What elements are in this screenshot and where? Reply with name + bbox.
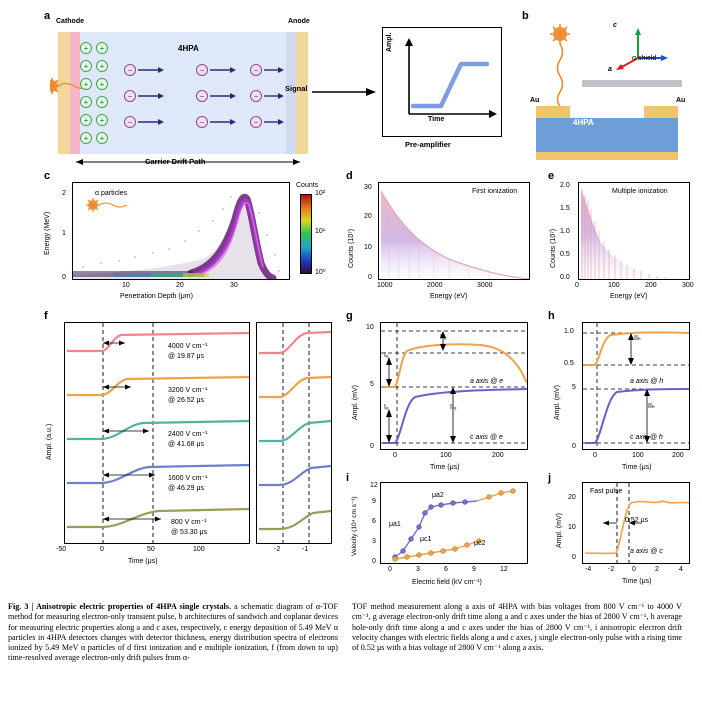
panel-j-xtick-0: -4 xyxy=(585,566,592,573)
panel-f-trace-0-time: @ 19.87 μs xyxy=(168,353,205,360)
panel-j-rise-label: 0.52 μs xyxy=(625,517,649,524)
label-alpha-shield: α shield xyxy=(632,55,657,62)
panel-g-xtick-0: 0 xyxy=(393,452,397,459)
panel-b-schematic xyxy=(526,14,696,174)
preamp-ylabel: Ampl. xyxy=(386,32,393,52)
panel-g-ylabel: Ampl. (mV) xyxy=(352,385,359,420)
panel-d-plot xyxy=(378,182,530,280)
panel-f-trace-4-field: 800 V cm⁻¹ xyxy=(171,519,207,526)
panel-letter-i: i xyxy=(346,472,350,484)
svg-text:+: + xyxy=(83,80,89,89)
panel-f-trace-2-field: 2400 V cm⁻¹ xyxy=(168,431,208,438)
panel-f-zoom-plot xyxy=(256,322,332,544)
panel-i-ytick-2: 6 xyxy=(372,518,376,525)
label-anode: Anode xyxy=(288,18,310,25)
panel-g-annot-bottom: c axis @ e xyxy=(470,434,503,441)
panel-i-xlabel: Electric field (kV cm⁻¹) xyxy=(412,579,482,586)
panel-f-xtick-2: 50 xyxy=(147,546,155,553)
panel-g-mark-0: Iₑ xyxy=(384,352,389,359)
panel-c-title: α particles xyxy=(95,190,128,197)
panel-j-ytick-2: 20 xyxy=(568,494,576,501)
svg-text:+: + xyxy=(83,134,89,143)
svg-text:+: + xyxy=(83,116,89,125)
panel-j-annot: a axis @ c xyxy=(630,548,663,555)
panel-e-ytick-0: 0.0 xyxy=(560,274,570,281)
panel-i-xtick-4: 12 xyxy=(500,566,508,573)
label-cathode: Cathode xyxy=(56,18,84,25)
svg-text:−: − xyxy=(199,66,205,75)
panel-d-xtick-0: 1000 xyxy=(377,282,393,289)
svg-text:+: + xyxy=(99,116,105,125)
panel-f-trace-4-time: @ 53.30 μs xyxy=(171,529,208,536)
panel-g-ytick-0: 0 xyxy=(370,443,374,450)
panel-letter-d: d xyxy=(346,170,353,182)
panel-f-trace-1-field: 3200 V cm⁻¹ xyxy=(168,387,208,394)
panel-c-xtick-2: 30 xyxy=(230,282,238,289)
panel-d-ytick-2: 20 xyxy=(364,213,372,220)
panel-i-ytick-4: 12 xyxy=(370,482,378,489)
panel-e-xtick-0: 0 xyxy=(575,282,579,289)
panel-i-xtick-3: 9 xyxy=(472,566,476,573)
panel-c-cbar-tick-2: 10² xyxy=(315,190,326,197)
panel-h-xtick-1: 100 xyxy=(632,452,644,459)
panel-e-ytick-3: 1.5 xyxy=(560,205,570,212)
panel-h-annot-top: a axis @ h xyxy=(630,378,664,385)
panel-i-plot xyxy=(380,482,528,564)
panel-c-ylabel: Energy (MeV) xyxy=(44,211,51,255)
label-au-left: Au xyxy=(530,97,540,104)
panel-g-mark-2: Iₑ xyxy=(384,404,389,411)
panel-letter-c: c xyxy=(44,170,51,182)
panel-f-xlabel: Time (μs) xyxy=(128,558,158,565)
panel-j-xlabel: Time (μs) xyxy=(622,578,652,585)
panel-j-ylabel: Ampl. (mV) xyxy=(556,513,563,548)
panel-e-title: Multiple ionization xyxy=(612,188,668,195)
panel-g-mark-3: IIₑ xyxy=(450,404,457,411)
panel-i-ytick-1: 3 xyxy=(372,538,376,545)
panel-f-ylabel: Ampl. (a.u.) xyxy=(46,423,53,460)
panel-i-xtick-1: 3 xyxy=(416,566,420,573)
caption-column-2 xyxy=(352,602,682,653)
panel-c-xtick-1: 20 xyxy=(176,282,184,289)
panel-d-ylabel: Counts (10⁷) xyxy=(348,228,355,268)
panel-c-xtick-0: 10 xyxy=(122,282,130,289)
panel-i-ylabel: Velocity (10⁴ cm s⁻¹) xyxy=(351,496,358,556)
panel-f-trace-1-time: @ 26.52 μs xyxy=(168,397,205,404)
panel-e-xtick-1: 100 xyxy=(608,282,620,289)
svg-text:−: − xyxy=(127,66,133,75)
panel-letter-a: a xyxy=(44,10,51,22)
svg-text:+: + xyxy=(83,98,89,107)
panel-c-ytick-0: 0 xyxy=(62,274,66,281)
panel-d-xtick-2: 3000 xyxy=(477,282,493,289)
panel-j-ytick-1: 10 xyxy=(568,524,576,531)
label-axis-a: a xyxy=(608,66,612,73)
panel-f-zoom-xtick-1: -1 xyxy=(302,546,309,553)
svg-text:+: + xyxy=(99,62,105,71)
panel-f-trace-3-time: @ 46.29 μs xyxy=(168,485,205,492)
panel-f-trace-3-field: 1600 V cm⁻¹ xyxy=(168,475,208,482)
panel-h-ytick-top-0: 0.5 xyxy=(564,360,574,367)
panel-e-ytick-4: 2.0 xyxy=(560,182,570,189)
svg-text:+: + xyxy=(83,62,89,71)
panel-h-xtick-2: 200 xyxy=(672,452,684,459)
panel-g-annot-top: a axis @ e xyxy=(470,378,504,385)
panel-g-mark-1: IIₑ xyxy=(440,334,447,341)
svg-text:−: − xyxy=(199,92,205,101)
panel-letter-g: g xyxy=(346,310,353,322)
caption-text-2: TOF method measurement along a axis of 4HPA with bias voltages from 800 V cm⁻¹ to 4000 V cm⁻¹, g average electron-only drift time along a and c axes under the bias of 2800 V cm⁻¹, h average hole-only drift time along a and c axes under the bias of 2800 V cm⁻¹, i anisotropic electron drift velocity changes with electric fields along a and c axes, j single electron-only pulse with a rising time of 0.52 μs with a bias voltage of 2800 V cm⁻¹ along a axis. xyxy=(352,602,682,653)
panel-c-xlabel: Penetration Depth (μm) xyxy=(120,293,193,300)
panel-j-ytick-0: 0 xyxy=(572,554,576,561)
panel-g-xtick-1: 100 xyxy=(440,452,452,459)
panel-d-ytick-1: 10 xyxy=(364,244,372,251)
panel-j-xtick-2: 0 xyxy=(632,566,636,573)
panel-letter-e: e xyxy=(548,170,555,182)
panel-g-ytick-2: 10 xyxy=(366,324,374,331)
panel-g-xtick-2: 200 xyxy=(492,452,504,459)
label-axis-c: c xyxy=(613,22,617,29)
panel-h-ytick-top-1: 1.0 xyxy=(564,328,574,335)
panel-h-ytick-bot-0: 0 xyxy=(572,443,576,450)
panel-h-mark-0: IIₕ xyxy=(634,335,641,342)
label-au-right: Au xyxy=(676,97,686,104)
panel-d-title: First ionization xyxy=(472,188,518,195)
panel-c-cbar-tick-0: 10⁰ xyxy=(315,269,326,276)
panel-j-xtick-4: 4 xyxy=(679,566,683,573)
panel-g-xlabel: Time (μs) xyxy=(430,464,460,471)
label-signal: Signal xyxy=(285,84,308,93)
panel-f-trace-2-time: @ 41.68 μs xyxy=(168,441,205,448)
panel-f-zoom-xtick-0: -2 xyxy=(274,546,281,553)
panel-h-xtick-0: 0 xyxy=(593,452,597,459)
panel-i-xtick-2: 6 xyxy=(444,566,448,573)
panel-i-series-label-1: μa2 xyxy=(432,492,444,499)
panel-i-ytick-3: 9 xyxy=(372,498,376,505)
panel-f-plot xyxy=(64,322,250,544)
panel-e-xlabel: Energy (eV) xyxy=(610,293,648,300)
label-drift-path: Carrier Drift Path xyxy=(145,157,206,166)
svg-text:+: + xyxy=(99,98,105,107)
panel-i-xtick-0: 0 xyxy=(388,566,392,573)
panel-h-ytick-bot-1: 5 xyxy=(572,384,576,391)
panel-f-xtick-0: -50 xyxy=(56,546,67,553)
svg-text:+: + xyxy=(83,44,89,53)
caption-title: Fig. 3 | Anisotropic electric properties of 4HPA single crystals. xyxy=(8,602,231,611)
svg-text:+: + xyxy=(99,44,105,53)
panel-d-xtick-1: 2000 xyxy=(427,282,443,289)
panel-i-series-label-2: μc1 xyxy=(420,536,432,543)
panel-i-ytick-0: 0 xyxy=(372,558,376,565)
panel-e-ytick-1: 0.5 xyxy=(560,251,570,258)
panel-h-xlabel: Time (μs) xyxy=(622,464,652,471)
svg-text:−: − xyxy=(253,118,259,127)
preamp-xlabel: Time xyxy=(428,116,445,123)
panel-d-ytick-0: 0 xyxy=(368,274,372,281)
caption-column-1 xyxy=(8,602,338,664)
panel-e-ylabel: Counts (10⁷) xyxy=(550,228,557,268)
panel-c-ytick-1: 1 xyxy=(62,230,66,237)
svg-text:−: − xyxy=(127,118,133,127)
panel-letter-f: f xyxy=(44,310,48,322)
panel-e-ytick-2: 1.0 xyxy=(560,228,570,235)
panel-h-annot-bottom: c axis @ h xyxy=(630,434,663,441)
panel-f-trace-0-field: 4000 V cm⁻¹ xyxy=(168,343,208,350)
svg-text:−: − xyxy=(199,118,205,127)
panel-letter-h: h xyxy=(548,310,555,322)
panel-e-xtick-2: 200 xyxy=(645,282,657,289)
label-4hpa-a: 4HPA xyxy=(178,44,199,53)
panel-j-xtick-3: 2 xyxy=(655,566,659,573)
panel-e-plot xyxy=(578,182,690,280)
label-4hpa-b: 4HPA xyxy=(573,118,594,127)
panel-f-xtick-1: 0 xyxy=(100,546,104,553)
panel-i-series-label-0: μa1 xyxy=(389,521,401,528)
panel-g-plot xyxy=(380,322,528,450)
panel-d-ytick-3: 30 xyxy=(364,184,372,191)
panel-h-ylabel: Ampl. (mV) xyxy=(554,385,561,420)
svg-text:−: − xyxy=(253,66,259,75)
panel-c-ytick-2: 2 xyxy=(62,190,66,197)
svg-text:+: + xyxy=(99,134,105,143)
panel-f-xtick-3: 100 xyxy=(193,546,205,553)
panel-letter-j: j xyxy=(548,472,552,484)
panel-e-xtick-3: 300 xyxy=(682,282,694,289)
svg-text:+: + xyxy=(99,80,105,89)
panel-letter-b: b xyxy=(522,10,529,22)
svg-text:−: − xyxy=(127,92,133,101)
caption-text-1: a schematic diagram of α-TOF method for measuring electron-only transient pulse, b architectures of sandwich and coplanar devices for measuring electric properties along a and c axes, respectively, c energy deposition of 5.49 MeV α particles in 4HPA detectors changes with detector thickness, energy distribution spectra of electrons ionized by 5.49 MeV α particles of d first ionization and e multiple ionization, f (from down to up) time-resolved average electron-only drift pulses from α- xyxy=(8,602,338,663)
label-preamplifier: Pre-amplifier xyxy=(405,140,451,149)
panel-c-cbar-tick-1: 10¹ xyxy=(315,228,326,235)
svg-text:−: − xyxy=(253,92,259,101)
figure-caption xyxy=(8,602,694,664)
panel-d-xlabel: Energy (eV) xyxy=(430,293,468,300)
panel-i-series-label-3: μc2 xyxy=(474,540,486,547)
panel-j-title: Fast pulse xyxy=(590,488,623,495)
panel-h-mark-1: IIₕ xyxy=(648,403,655,410)
panel-j-xtick-1: -2 xyxy=(608,566,615,573)
panel-g-ytick-1: 5 xyxy=(370,381,374,388)
panel-c-colorbar xyxy=(300,194,312,274)
panel-c-cbar-title: Counts xyxy=(296,182,319,189)
